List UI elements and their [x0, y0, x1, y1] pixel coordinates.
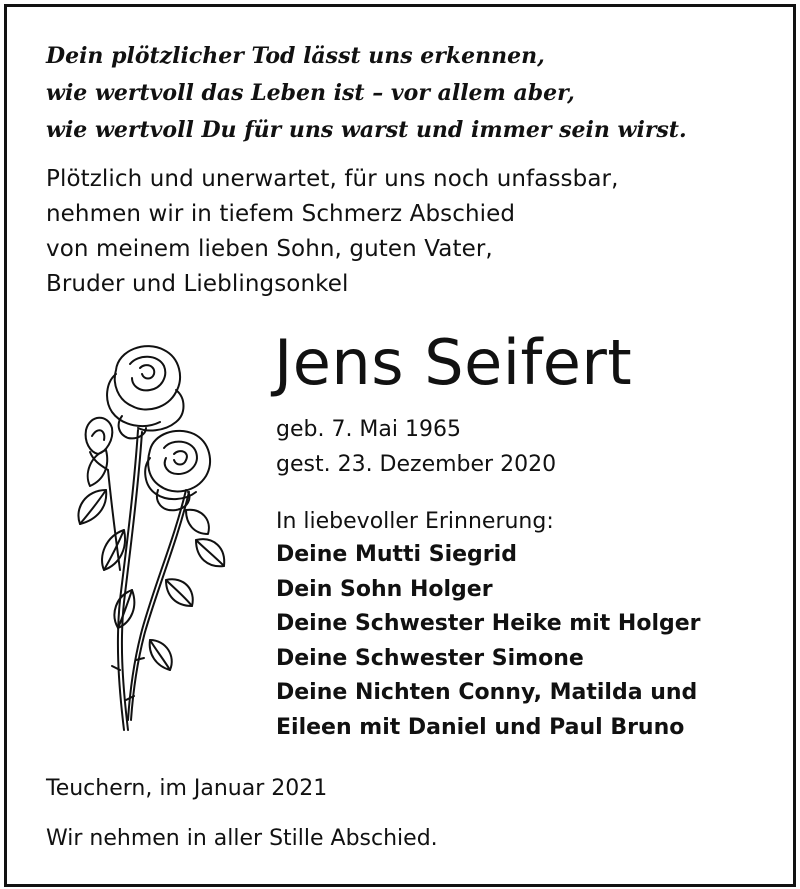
mourner-line: Dein Sohn Holger — [276, 576, 493, 602]
deceased-name: Jens Seifert — [274, 326, 633, 399]
closing-line: Wir nehmen in aller Stille Abschied. — [46, 826, 438, 851]
announcement-line: nehmen wir in tiefem Schmerz Abschied — [46, 201, 516, 227]
mourner-line: Deine Mutti Siegrid — [276, 542, 517, 567]
announcement-text — [46, 162, 618, 302]
mourners-list — [276, 538, 701, 745]
quote-line: Dein plötzlicher Tod lässt uns erkennen, — [46, 43, 545, 69]
announcement-line: von meinem lieben Sohn, guten Vater, — [46, 236, 493, 262]
announcement-line: Plötzlich und unerwartet, für uns noch unfassbar, — [46, 166, 619, 192]
quote-line: wie wertvoll das Leben ist – vor allem aber, — [46, 80, 575, 106]
life-dates — [276, 412, 556, 482]
mourner-line: Deine Schwester Simone — [276, 645, 584, 671]
mourner-line: Deine Schwester Heike mit Holger — [276, 611, 701, 636]
announcement-line: Bruder und Lieblingsonkel — [46, 271, 349, 297]
remembrance-heading: In liebevoller Erinnerung: — [276, 509, 554, 534]
place-date: Teuchern, im Januar 2021 — [46, 776, 328, 801]
mourner-line: Eileen mit Daniel und Paul Bruno — [276, 714, 685, 740]
rose-illustration-icon — [46, 340, 236, 740]
quote-line: wie wertvoll Du für uns warst und immer sein wirst. — [46, 117, 687, 143]
birth-date: geb. 7. Mai 1965 — [276, 417, 461, 442]
memorial-quote — [46, 38, 687, 149]
death-date: gest. 23. Dezember 2020 — [276, 452, 557, 477]
mourner-line: Deine Nichten Conny, Matilda und — [276, 680, 698, 705]
